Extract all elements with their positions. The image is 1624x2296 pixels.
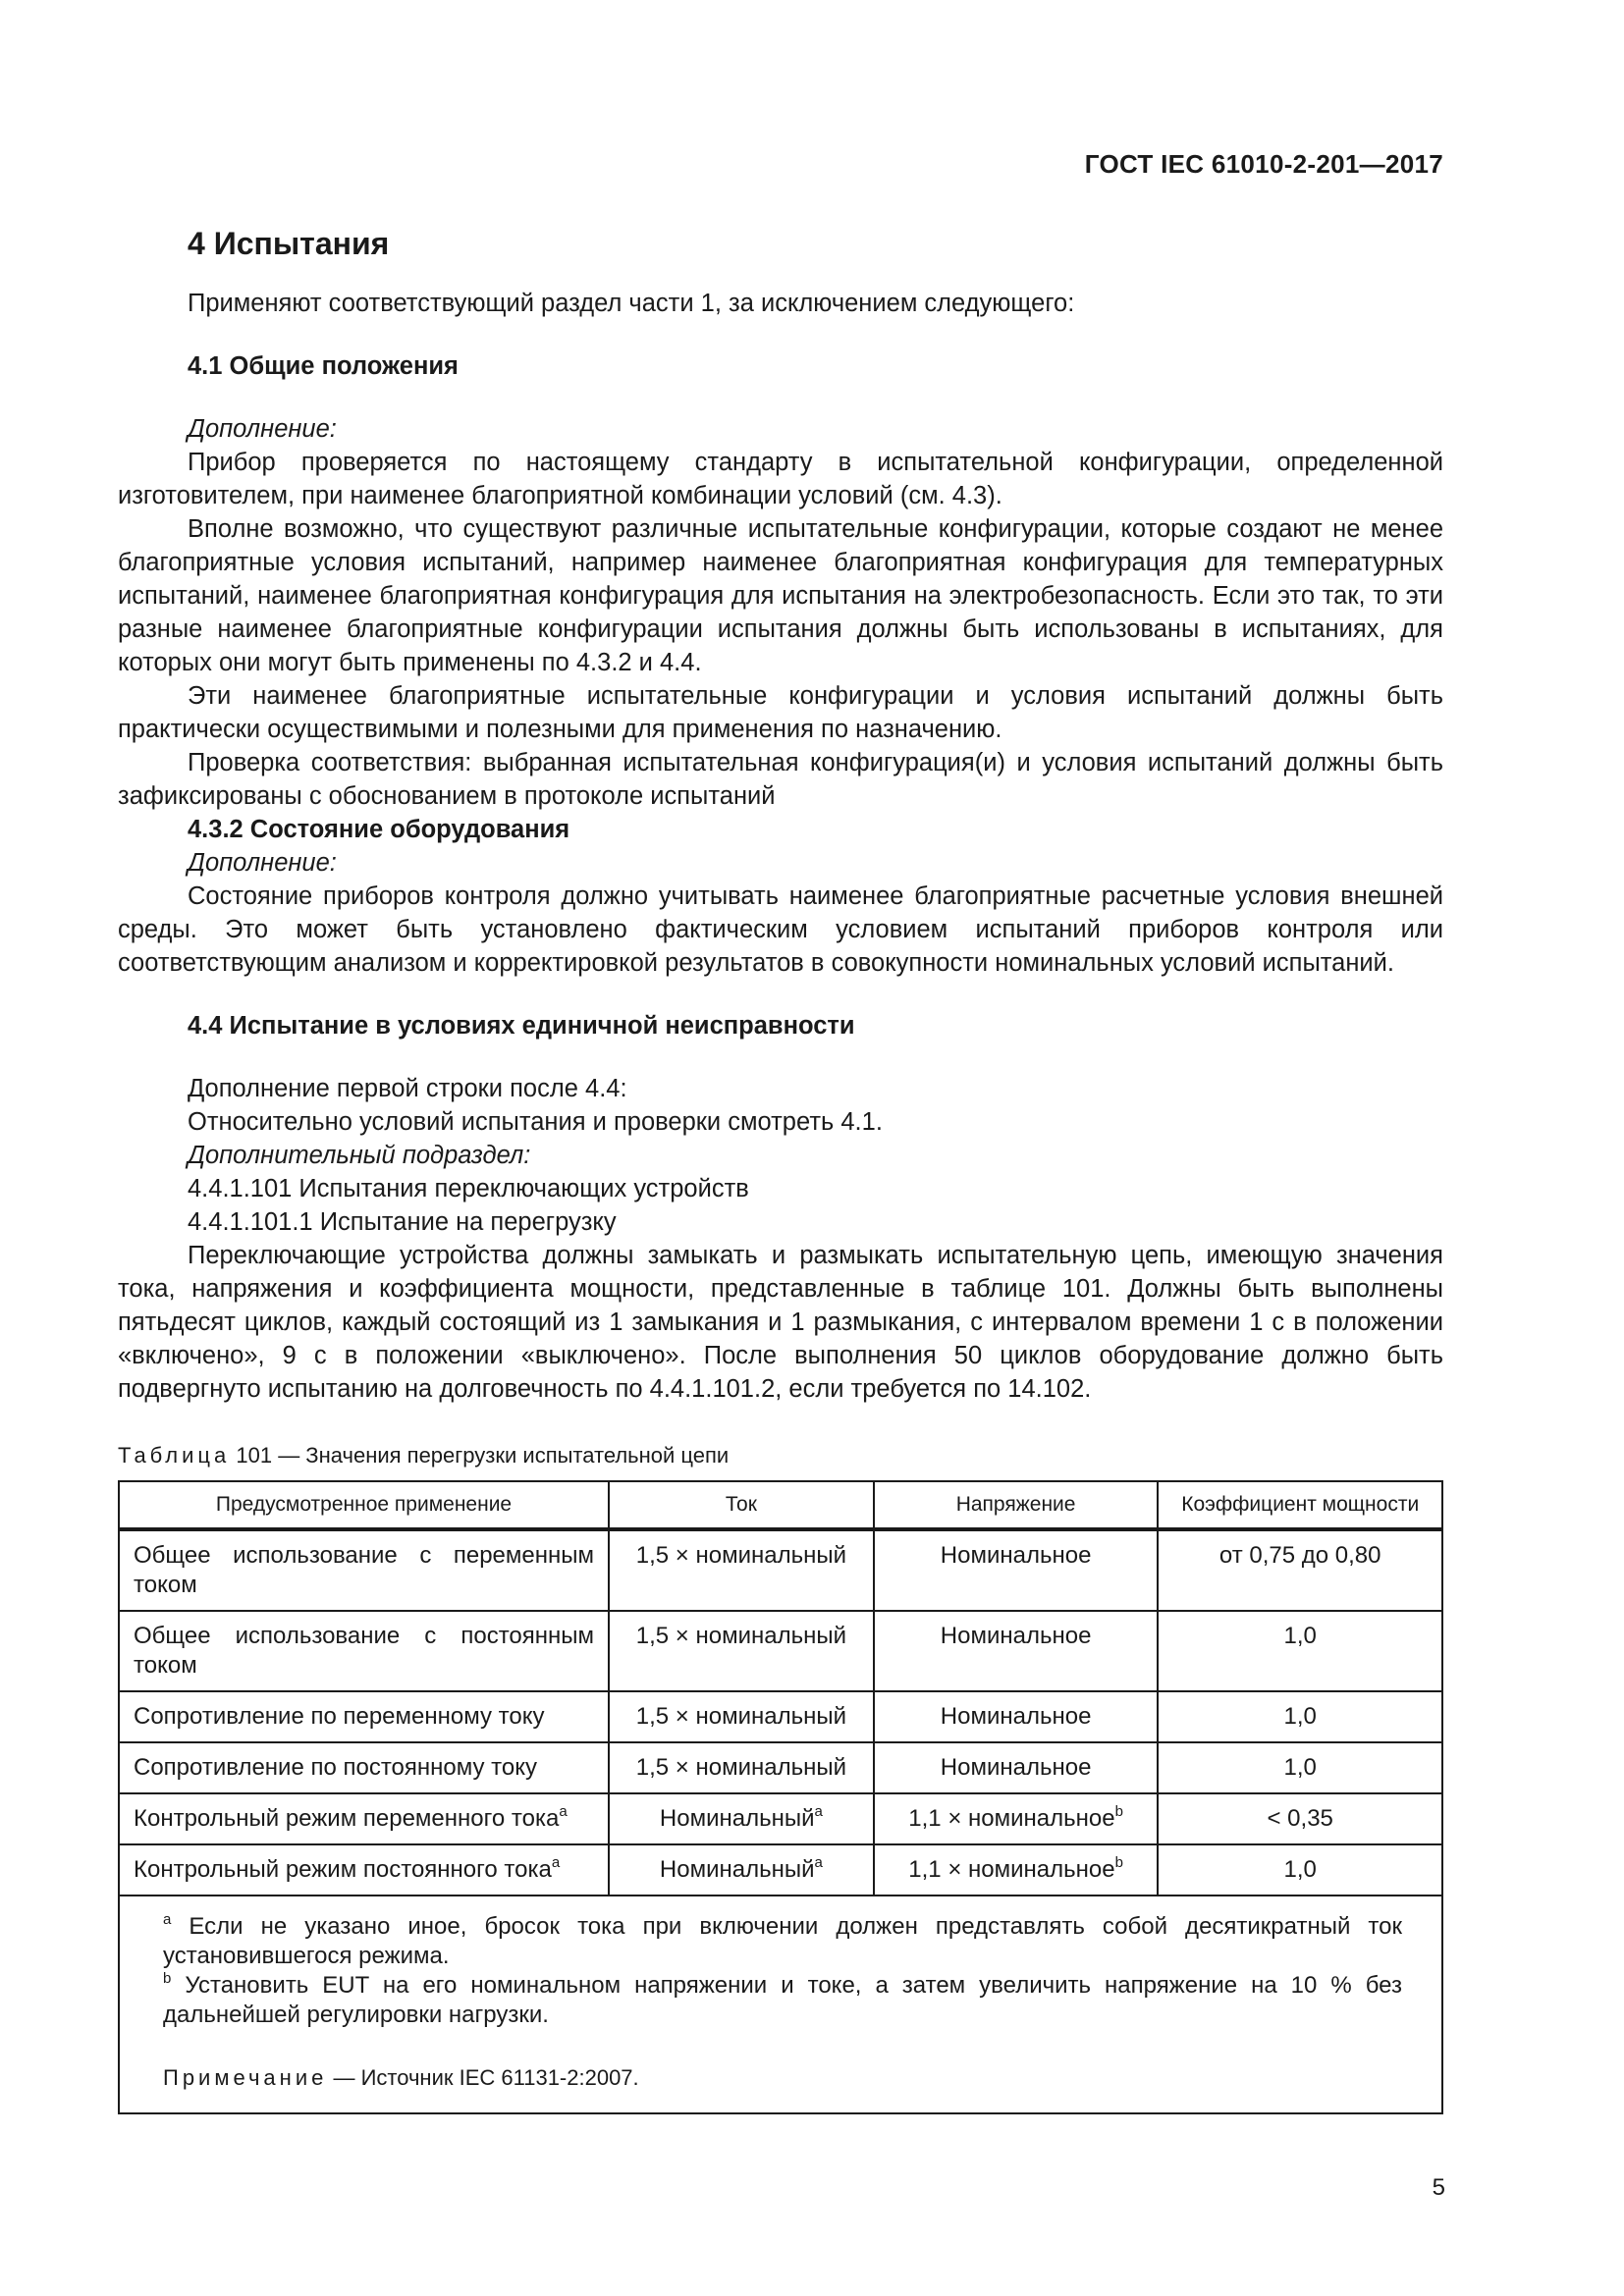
table-cell: Номинальное	[874, 1529, 1159, 1611]
table-cell: Номинальное	[874, 1742, 1159, 1793]
table-notes	[119, 1896, 1442, 2113]
cell-text: Контрольный режим постоянного тока	[134, 1856, 552, 1883]
table-cell: Номинальное	[874, 1611, 1159, 1691]
footnote-mark: a	[814, 1854, 823, 1871]
document-body	[118, 287, 1443, 2114]
table-row	[119, 1611, 1442, 1691]
table-cell	[874, 1793, 1159, 1844]
table-cell: 1,0	[1158, 1611, 1442, 1691]
table-caption-label: Таблица	[118, 1443, 231, 1468]
table-cell: 1,5 × номинальный	[609, 1742, 874, 1793]
column-header: Предусмотренное применение	[119, 1481, 609, 1529]
page-number: 5	[1432, 2174, 1445, 2201]
table-cell	[119, 1844, 609, 1896]
footnote-mark: a	[559, 1803, 568, 1820]
table-cell	[874, 1844, 1159, 1896]
footnote-b	[163, 1971, 1402, 2030]
cell-text: 1,1 × номинальное	[908, 1856, 1115, 1883]
table-caption	[118, 1441, 1443, 1470]
table-cell: 1,5 × номинальный	[609, 1611, 874, 1691]
table-cell: от 0,75 до 0,80	[1158, 1529, 1442, 1611]
table-cell	[609, 1844, 874, 1896]
table-cell	[609, 1793, 874, 1844]
cell-text: Контрольный режим переменного тока	[134, 1805, 560, 1832]
table-caption-text: 101 — Значения перегрузки испытательной цепи	[230, 1443, 730, 1468]
table-row	[119, 1691, 1442, 1742]
table-cell: 1,5 × номинальный	[609, 1529, 874, 1611]
table-row	[119, 1742, 1442, 1793]
table-cell: Общее использование с постоянным током	[119, 1611, 609, 1691]
subsection-heading-4-4: 4.4 Испытание в условиях единичной неисправности	[188, 1012, 855, 1040]
table-cell: Сопротивление по постоянному току	[119, 1742, 609, 1793]
paragraph: Вполне возможно, что существуют различные испытательные конфигурации, которые создают не менее благоприятные условия испытаний, например наименее благоприятная конфигурация для температурных испытаний, наименее благоприятная конфигурация для испытания на электробезопасность. Если это так, то эти разные наименее благоприятные конфигурации испытания должны быть использованы в испытаниях, для которых они могут быть применены по 4.3.2 и 4.4.	[118, 515, 1443, 676]
subsection-heading-4-3-2: 4.3.2 Состояние оборудования	[188, 816, 570, 843]
remark-text: — Источник IEC 61131-2:2007.	[327, 2065, 639, 2090]
addition-label: Дополнение:	[188, 849, 337, 877]
table-header-row	[119, 1481, 1442, 1529]
paragraph: Проверка соответствия: выбранная испытательная конфигурация(и) и условия испытаний должны быть зафиксированы с обоснованием в протоколе испытаний	[118, 749, 1443, 810]
standard-header: ГОСТ IEC 61010-2-201—2017	[1084, 149, 1443, 179]
text-line: Дополнение первой строки после 4.4:	[188, 1075, 627, 1102]
cell-text: Номинальный	[659, 1805, 815, 1832]
paragraph: Состояние приборов контроля должно учитывать наименее благоприятные расчетные условия внешней среды. Это может быть установлено фактическим условием испытаний приборов контроля или соответствующим анализом и корректировкой результатов в совокупности номинальных условий испытаний.	[118, 882, 1443, 977]
text-line: Относительно условий испытания и проверки смотреть 4.1.	[188, 1108, 883, 1136]
paragraph: Переключающие устройства должны замыкать и размыкать испытательную цепь, имеющую значения тока, напряжения и коэффициента мощности, представленные в таблице 101. Должны быть выполнены пятьдесят циклов, каждый состоящий из 1 замыкания и 1 размыкания, с интервалом времени 1 с в положении «включено», 9 с в положении «выключено». После выполнения 50 циклов оборудование должно быть подвергнуто испытанию на долговечность по 4.4.1.101.2, если требуется по 14.102.	[118, 1242, 1443, 1403]
section-title: 4 Испытания	[188, 226, 390, 261]
table-cell: Номинальное	[874, 1691, 1159, 1742]
footnote-mark: b	[1114, 1803, 1123, 1820]
paragraph: Прибор проверяется по настоящему стандарту в испытательной конфигурации, определенной изготовителем, при наименее благоприятной комбинации условий (см. 4.3).	[118, 449, 1443, 509]
table-cell: Сопротивление по переменному току	[119, 1691, 609, 1742]
table-cell: 1,0	[1158, 1691, 1442, 1742]
footnote-a	[163, 1912, 1402, 1971]
cell-text: Номинальный	[659, 1856, 815, 1883]
section-intro: Применяют соответствующий раздел части 1, за исключением следующего:	[188, 290, 1075, 317]
footnote-mark: a	[551, 1854, 561, 1871]
overload-table	[118, 1480, 1443, 2114]
table-remark	[163, 2063, 1402, 2093]
text-line: 4.4.1.101 Испытания переключающих устройств	[188, 1175, 749, 1202]
table-row	[119, 1793, 1442, 1844]
table-row	[119, 1844, 1442, 1896]
remark-label: Примечание	[163, 2065, 328, 2090]
footnote-mark: b	[163, 1970, 172, 1987]
footnote-text: Установить EUT на его номинальном напряжении и токе, а затем увеличить напряжение на 10 % без дальнейшей регулировки нагрузки.	[163, 1972, 1402, 2028]
column-header: Коэффициент мощности	[1158, 1481, 1442, 1529]
table-row	[119, 1529, 1442, 1611]
table-cell: Общее использование с переменным током	[119, 1529, 609, 1611]
table-cell: 1,5 × номинальный	[609, 1691, 874, 1742]
footnote-mark: a	[163, 1911, 172, 1928]
table-cell: 1,0	[1158, 1742, 1442, 1793]
subsection-heading-4-1: 4.1 Общие положения	[188, 352, 459, 380]
text-line: 4.4.1.101.1 Испытание на перегрузку	[188, 1208, 617, 1236]
paragraph: Эти наименее благоприятные испытательные конфигурации и условия испытаний должны быть практически осуществимыми и полезными для применения по назначению.	[118, 682, 1443, 743]
table-notes-row	[119, 1896, 1442, 2113]
footnote-text: Если не указано иное, бросок тока при включении должен представлять собой десятикратный ток установившегося режима.	[163, 1913, 1403, 1969]
column-header: Ток	[609, 1481, 874, 1529]
footnote-mark: a	[814, 1803, 823, 1820]
text-line: Дополнительный подраздел:	[188, 1142, 531, 1169]
column-header: Напряжение	[874, 1481, 1159, 1529]
table-cell	[119, 1793, 609, 1844]
cell-text: 1,1 × номинальное	[908, 1805, 1115, 1832]
table-cell: < 0,35	[1158, 1793, 1442, 1844]
footnote-mark: b	[1114, 1854, 1123, 1871]
table-cell: 1,0	[1158, 1844, 1442, 1896]
addition-label: Дополнение:	[188, 415, 337, 443]
